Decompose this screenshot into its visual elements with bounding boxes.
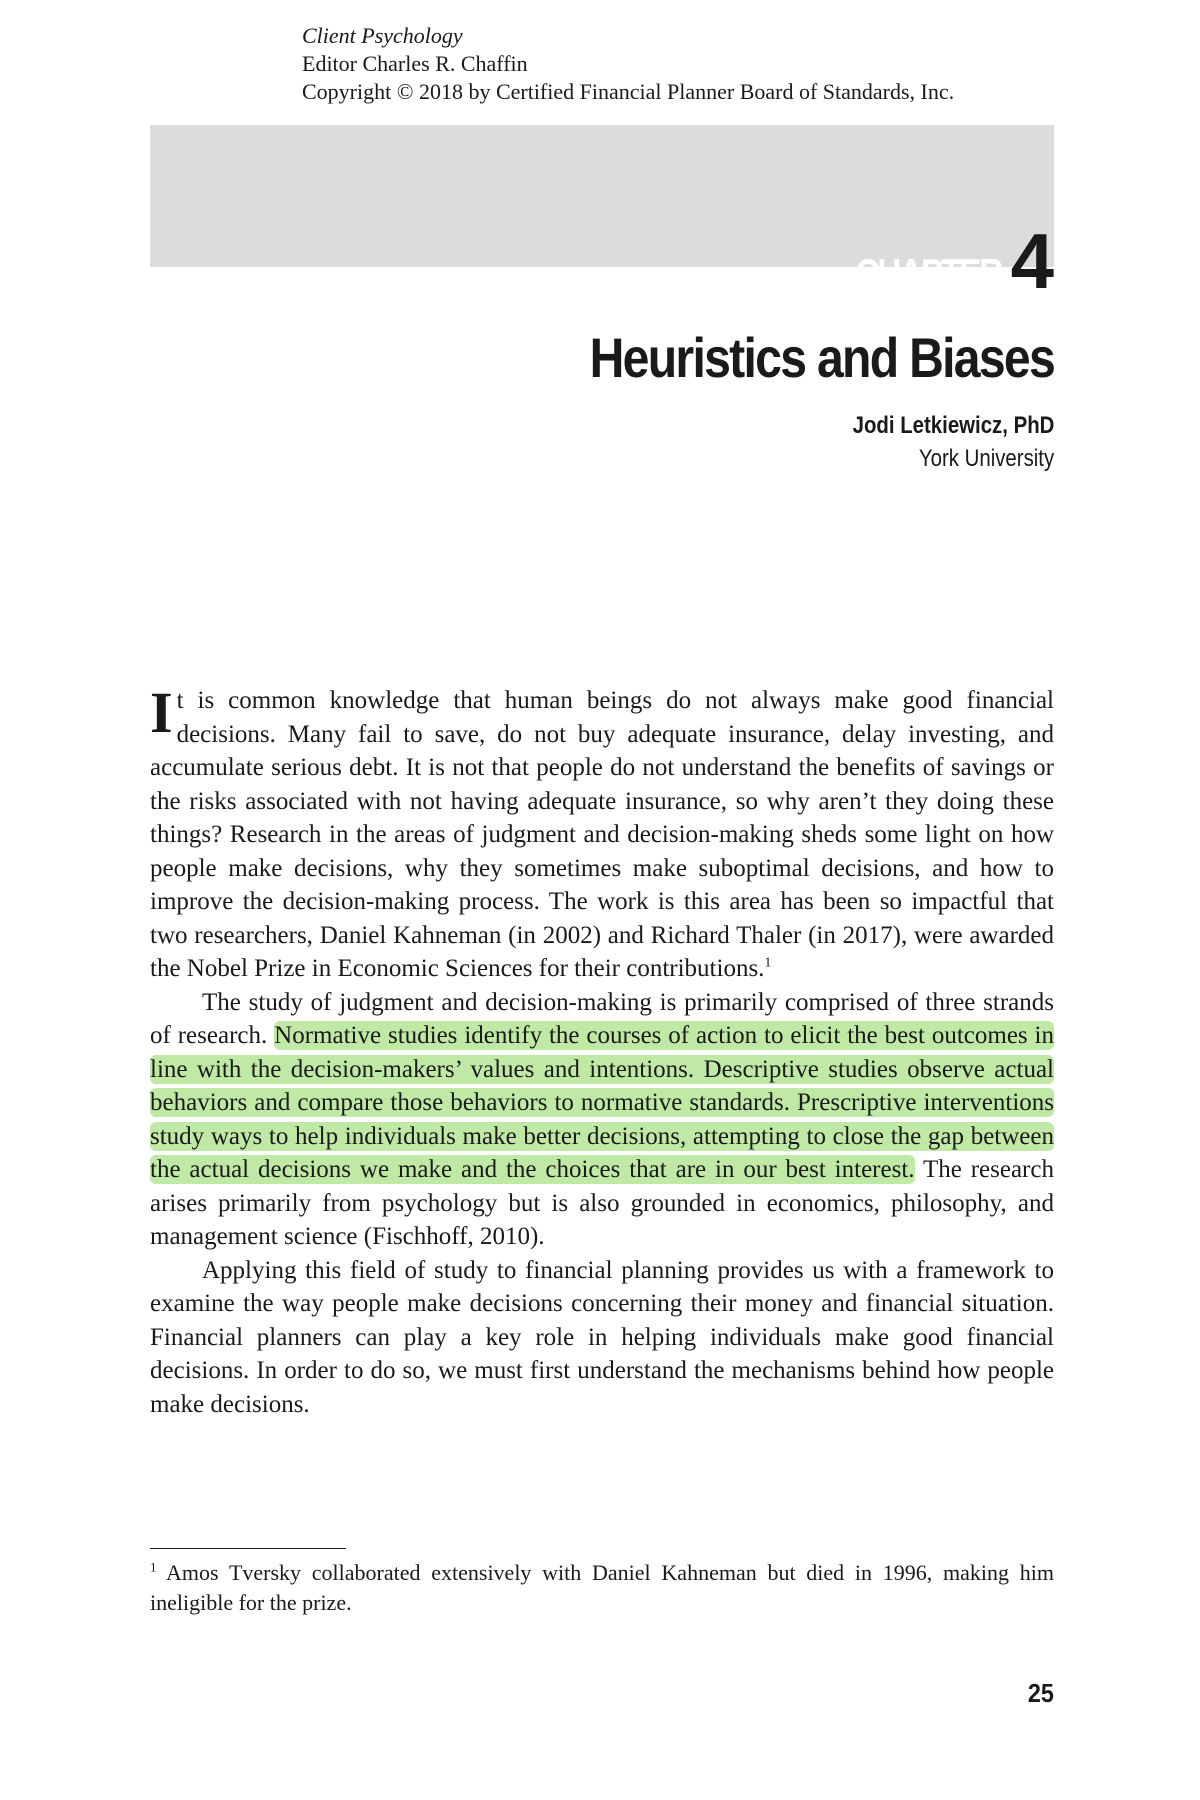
paragraph-2-end: The research arises primarily from psychology but is also grounded in economics, philosophy, and management science (Fischhoff, 2010).	[150, 1156, 1054, 1250]
book-editor: Editor Charles R. Chaffin	[302, 51, 528, 76]
chapter-label	[819, 217, 1054, 305]
paragraph-1	[150, 680, 1054, 986]
paragraph-2	[150, 986, 1054, 1254]
chapter-number: 4	[1010, 217, 1054, 305]
drop-cap: I	[150, 680, 173, 745]
page-number: 25	[1027, 1678, 1054, 1708]
side-margin-notice	[1122, 40, 1142, 1680]
chapter-body	[150, 680, 1054, 1421]
footnote-ref[interactable]: 1	[764, 955, 772, 971]
author-affiliation: York University	[918, 445, 1054, 472]
copyright-line: Copyright © 2018 by Certified Financial Planner Board of Standards, Inc.	[302, 79, 955, 104]
highlighted-passage[interactable]: Normative studies identify the courses of action to elicit the best outcomes in line with the decision-makers’ values and intentions. Descriptive studies observe actual behaviors and compare those behaviors to normative standards. Prescriptive interventions study ways to help individuals make better decisions, attempting to close the gap between the actual decisions we make and the choices that are in our best interest.	[150, 1022, 1054, 1183]
footnote-marker: 1	[150, 1559, 157, 1575]
paragraph-3: Applying this field of study to financial planning provides us with a framework to examine the way people make decisions concerning their money and financial situation. Financial planners can play a key role in helping individuals make good financial decisions. In order to do so, we must first understand the mechanisms behind how people make decisions.	[150, 1256, 1054, 1418]
chapter-word: CHAPTER	[854, 250, 1001, 297]
footnote-text: Amos Tversky collaborated extensively with Daniel Kahneman but died in 1996, making him ineligible for the prize.	[150, 1560, 1054, 1615]
book-header	[302, 22, 1062, 106]
chapter-title: Heuristics and Biases	[589, 326, 1054, 389]
book-title: Client Psychology	[302, 23, 463, 48]
paragraph-1-text: t is common knowledge that human beings do not always make good financial decisions. Many fail to save, do not buy adequate insurance, delay investing, and accumulate serious debt. It is not that people do not understand the benefits of savings or the risks associated with not having adequate insurance, so why aren’t they doing these things? Research in the areas of judgment and decision-making sheds some light on how people make decisions, why they sometimes make suboptimal decisions, and how to improve the decision-making process. The work is this area has been so impactful that two researchers, Daniel Kahneman (in 2002) and Richard Thaler (in 2017), were awarded the Nobel Prize in Economic Sciences for their contributions.	[150, 687, 1054, 982]
author-name: Jodi Letkiewicz, PhD	[852, 412, 1054, 439]
footnote-divider	[150, 1548, 346, 1549]
paragraph-2-start: The study of judgment and decision-making is primarily comprised of three strands of research.	[150, 988, 1054, 1049]
footnote	[150, 1558, 1054, 1618]
